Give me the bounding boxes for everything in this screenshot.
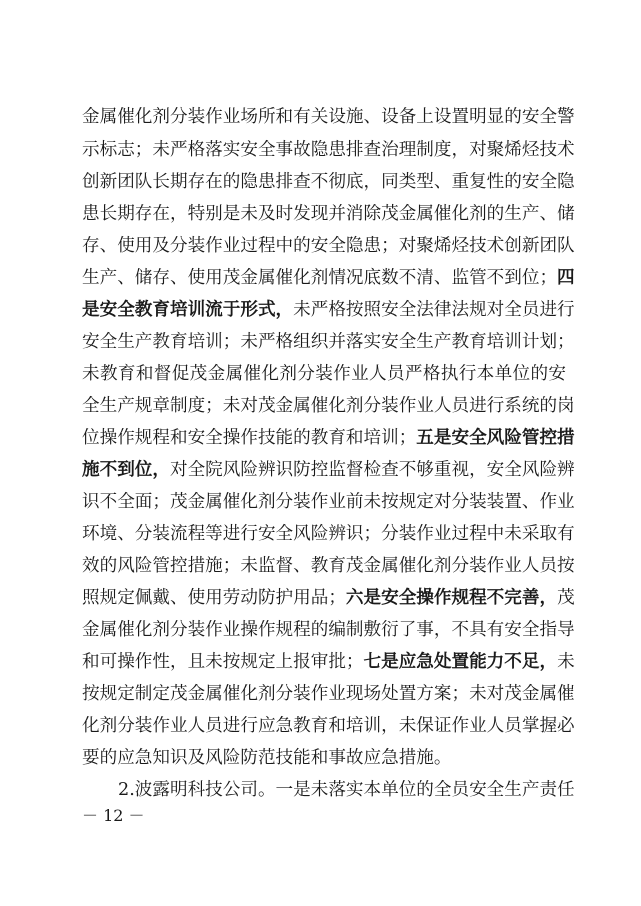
text-segment: 未教育和督促茂金属催化剂分装作业人员严格执行本单位的安 (82, 364, 566, 384)
text-line (82, 715, 575, 737)
text-segment: 位操作规程和安全操作技能的教育和培训； (82, 428, 417, 448)
text-line (82, 139, 575, 161)
text-line (82, 106, 575, 128)
text-segment: 识不全面；茂金属催化剂分装作业前未按规定对分装装置、作业 (82, 492, 575, 512)
bold-text-segment: 施不到位， (82, 459, 170, 480)
text-line (82, 587, 575, 609)
bold-text-segment: 是安全教育培训流于形式， (82, 299, 294, 320)
text-segment: 存、使用及分装作业过程中的安全隐患；对聚烯烃技术创新团队 (82, 236, 575, 256)
text-segment: 未严格按照安全法律法规对全员进行 (293, 300, 575, 320)
text-line (82, 779, 575, 801)
text-line (82, 651, 575, 673)
text-line (82, 459, 575, 481)
text-line (82, 747, 566, 769)
text-line (82, 235, 575, 257)
bold-text-segment: 六是安全操作规程不完善， (345, 587, 558, 608)
text-segment: 环境、分装流程等进行安全风险辨识；分装作业过程中未采取有 (82, 524, 575, 544)
text-segment: 示标志；未严格落实安全事故隐患排查治理制度，对聚烯烃技术 (82, 140, 575, 160)
text-line (82, 619, 575, 641)
text-segment: 创新团队长期存在的隐患排查不彻底，同类型、重复性的安全隐 (82, 172, 575, 192)
text-segment: 全生产规章制度；未对茂金属催化剂分装作业人员进行系统的岗 (82, 396, 575, 416)
text-line (82, 555, 575, 577)
bold-text-segment: 四 (557, 267, 575, 288)
text-line (82, 299, 575, 321)
page-number: － 12 － (82, 806, 145, 825)
text-segment: 2.波露明科技公司。一是未落实本单位的全员安全生产责任 (118, 780, 575, 800)
text-segment: 效的风险管控措施；未监督、教育茂金属催化剂分装作业人员按 (82, 556, 575, 576)
bold-text-segment: 五是安全风险管控措 (416, 427, 575, 448)
text-segment: 生产、储存、使用茂金属催化剂情况底数不清、监管不到位； (82, 268, 558, 288)
text-line (82, 491, 575, 513)
text-segment: 茂 (557, 588, 575, 608)
text-segment: 金属催化剂分装作业场所和有关设施、设备上设置明显的安全警 (82, 107, 575, 127)
text-segment: 要的应急知识及风险防范技能和事故应急措施。 (82, 748, 452, 768)
text-segment: 患长期存在，特别是未及时发现并消除茂金属催化剂的生产、储 (82, 204, 575, 224)
text-segment: 和可操作性，且未按规定上报审批； (82, 652, 364, 672)
text-segment: 安全生产教育培训；未严格组织并落实安全生产教育培训计划； (82, 332, 575, 352)
text-line (82, 363, 566, 385)
text-segment: 金属催化剂分装作业操作规程的编制敷衍了事，不具有安全指导 (82, 620, 575, 640)
text-segment: 未 (557, 652, 575, 672)
text-line (82, 171, 575, 193)
text-segment: 对全院风险辨识防控监督检查不够重视，安全风险辨 (169, 460, 575, 480)
text-line (82, 683, 575, 705)
text-line (82, 427, 575, 449)
text-line (82, 203, 575, 225)
bold-text-segment: 七是应急处置能力不足， (363, 651, 558, 672)
text-segment: 按规定制定茂金属催化剂分装作业现场处置方案；未对茂金属催 (82, 684, 575, 704)
text-line (82, 395, 575, 417)
text-line (82, 267, 575, 289)
text-segment: 照规定佩戴、使用劳动防护用品； (82, 588, 346, 608)
text-segment: 化剂分装作业人员进行应急教育和培训，未保证作业人员掌握必 (82, 716, 575, 736)
text-line (82, 523, 575, 545)
text-line (82, 331, 575, 353)
